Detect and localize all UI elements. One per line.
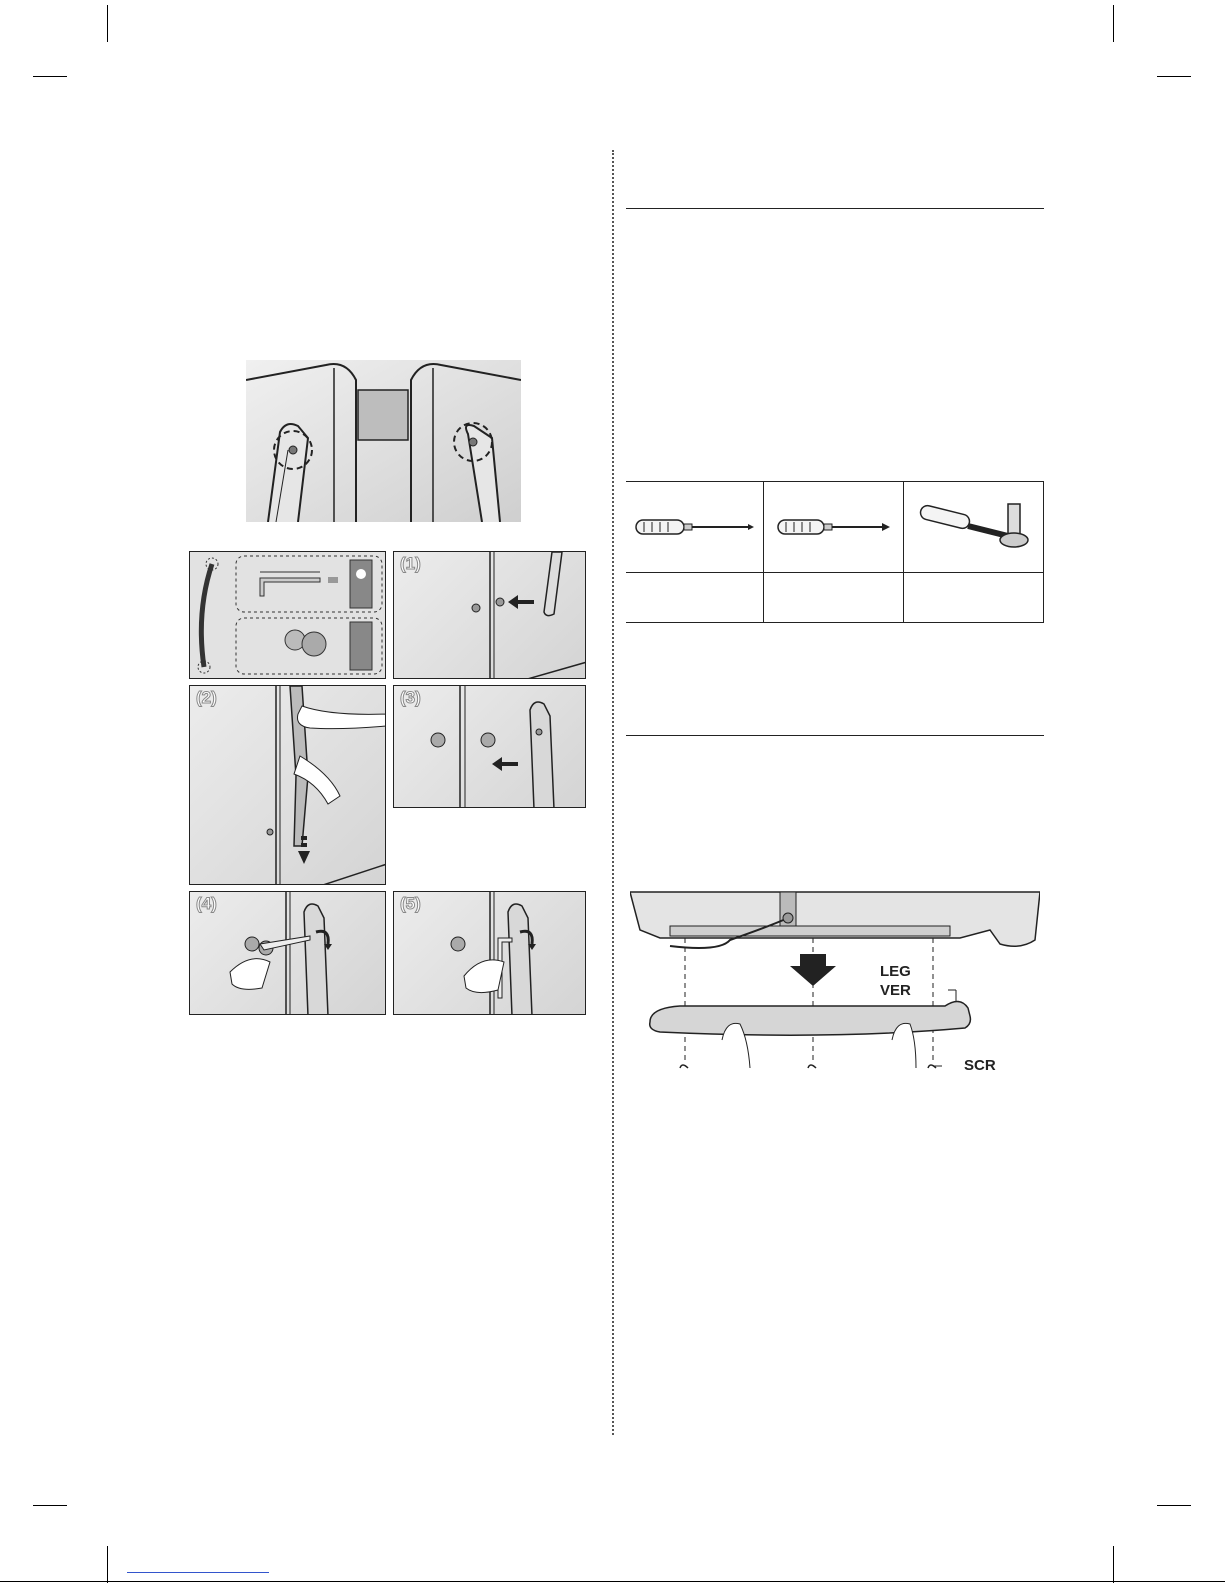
phillips-screwdriver-icon bbox=[774, 512, 894, 542]
step-1-label: (1) bbox=[400, 554, 421, 573]
step-2-panel bbox=[189, 685, 386, 885]
tool-cell-phillips-screwdriver bbox=[764, 482, 904, 622]
step-1-panel bbox=[393, 551, 586, 679]
tools-table bbox=[626, 481, 1044, 623]
parts-panel bbox=[189, 551, 386, 679]
step-2-label: (2) bbox=[196, 688, 217, 707]
step-2-illustration bbox=[190, 686, 386, 885]
section-rule-1 bbox=[626, 208, 1044, 209]
tool-cell-flat-screwdriver bbox=[626, 482, 764, 622]
step-4-label: (4) bbox=[196, 894, 217, 913]
step-1-illustration bbox=[394, 552, 586, 679]
step-5-illustration bbox=[394, 892, 586, 1015]
step-5-panel bbox=[393, 891, 586, 1015]
flat-screwdriver-icon bbox=[632, 512, 758, 542]
bottom-baseline bbox=[0, 1581, 1225, 1582]
crop-mark-bottom-right bbox=[1113, 1546, 1114, 1583]
crop-mark-top-right-h bbox=[1157, 76, 1191, 77]
column-divider bbox=[612, 150, 614, 1435]
step-4-illustration bbox=[190, 892, 386, 1015]
step-4-panel bbox=[189, 891, 386, 1015]
footer-link-underline[interactable] bbox=[127, 1572, 269, 1573]
crop-mark-top-left bbox=[107, 5, 108, 42]
leg-cover-callout-line1: LEG bbox=[880, 963, 911, 980]
crop-mark-top-left-h bbox=[33, 76, 67, 77]
tool-cell-socket-wrench bbox=[904, 482, 1044, 622]
step-5-label: (5) bbox=[400, 894, 421, 913]
crop-mark-bottom-left-h bbox=[33, 1505, 67, 1506]
step-3-panel bbox=[393, 685, 586, 808]
crop-mark-bottom-left bbox=[107, 1546, 108, 1583]
crop-mark-top-right bbox=[1113, 5, 1114, 42]
door-handles-illustration bbox=[246, 360, 521, 522]
socket-wrench-icon bbox=[916, 500, 1042, 556]
tools-table-divider bbox=[626, 572, 1044, 573]
parts-illustration bbox=[190, 552, 386, 679]
section-rule-2 bbox=[626, 735, 1044, 736]
step-3-illustration bbox=[394, 686, 586, 808]
step-3-label: (3) bbox=[400, 688, 421, 707]
crop-mark-bottom-right-h bbox=[1157, 1505, 1191, 1506]
leg-cover-callout-line2: VER bbox=[880, 982, 911, 999]
screw-callout: SCR bbox=[964, 1057, 996, 1074]
